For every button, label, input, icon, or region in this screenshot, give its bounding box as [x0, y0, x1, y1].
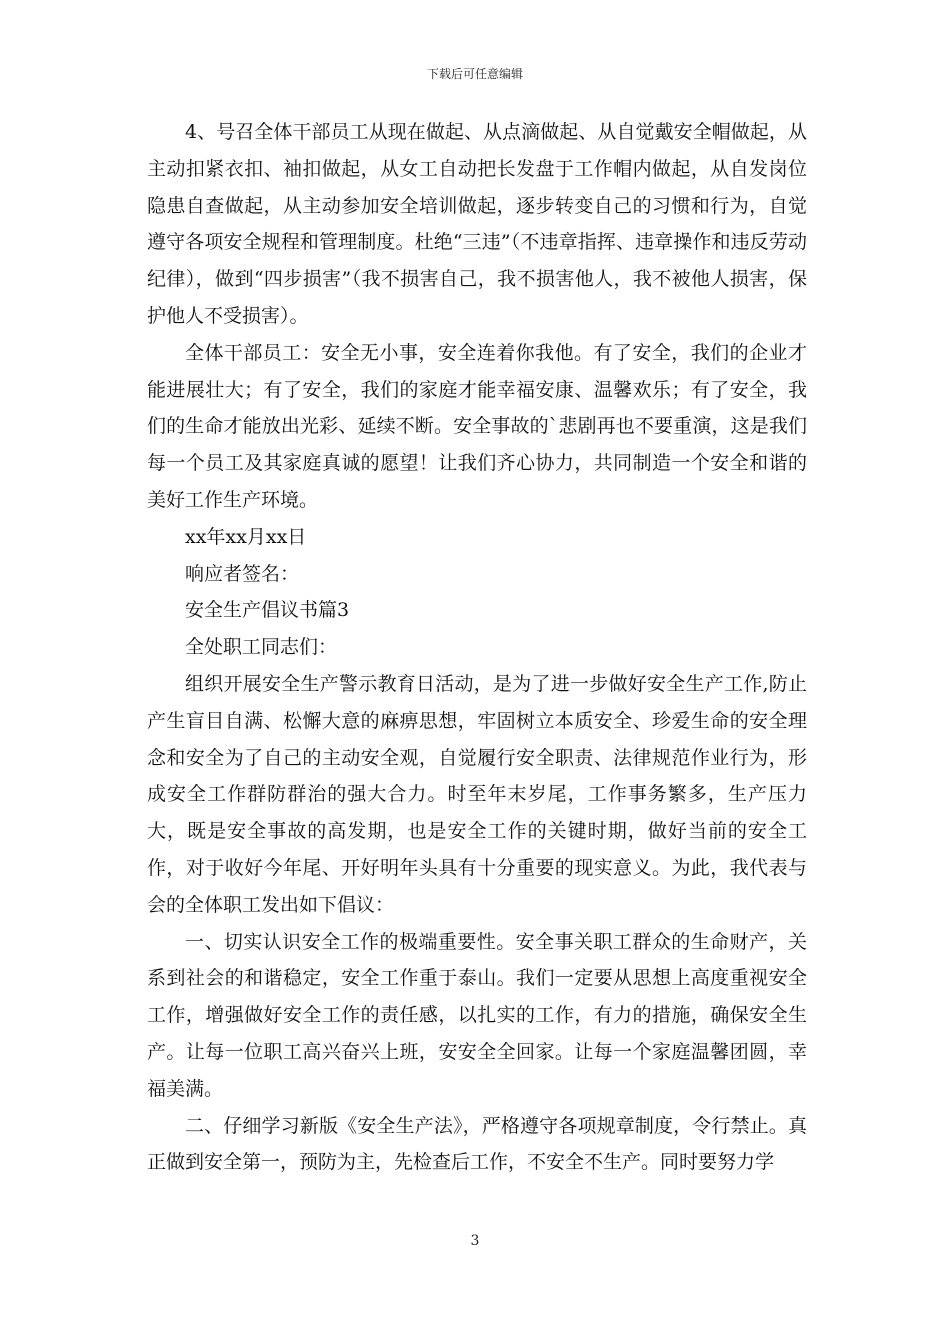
paragraph-item-1: 一、切实认识安全工作的极端重要性。安全事关职工群众的生命财产，关系到社会的和谐稳定，安全工作重于泰山。我们一定要从思想上高度重视安全工作，增强做好安全工作的责任感，以扎实的工作，有力的措施，确保安全生产。让每一位职工高兴奋兴上班，安安全全回家。让每一个家庭温馨团圆，幸福美满。	[147, 930, 807, 1100]
salutation: 全处职工同志们：	[185, 636, 338, 659]
page-number: 3	[470, 1233, 480, 1249]
paragraph-safety-pledge-item-4: 4、号召全体干部员工从现在做起、从点滴做起、从自觉戴安全帽做起，从主动扣紧衣扣、袖扣做起，从女工自动把长发盘于工作帽内做起，从自发岗位隐患自查做起，从主动参加安全培训做起，逐步转变自己的习惯和行为，自觉遵守各项安全规程和管理制度。杜绝“三违”（不违章指挥、违章操作和违反劳动纪律），做到“四步损害”（我不损害自己，我不损害他人，我不被他人损害，保护他人不受损害）。	[147, 121, 807, 327]
signature-line: 响应者签名：	[185, 562, 300, 585]
date-line: xx年xx月xx日	[185, 525, 307, 548]
paragraph-item-2: 二、仔细学习新版《安全生产法》，严格遵守各项规章制度，令行禁止。真正做到安全第一，预防为主，先检查后工作，不安全不生产。同时要努力学	[147, 1114, 807, 1174]
section-title: 安全生产倡议书篇3	[185, 599, 350, 622]
document-body	[147, 114, 807, 1181]
paragraph-all-staff-appeal: 全体干部员工：安全无小事，安全连着你我他。有了安全，我们的企业才能进展壮大；有了安全，我们的家庭才能幸福安康、温馨欢乐；有了安全，我们的生命才能放出光彩、延续不断。安全事故的`悲剧再也不要重演，这是我们每一个员工及其家庭真诚的愿望！让我们齐心协力，共同制造一个安全和谐的美好工作生产环境。	[147, 341, 807, 511]
page-header: 下载后可任意编辑	[426, 67, 523, 81]
paragraph-introduction: 组织开展安全生产警示教育日活动，是为了进一步做好安全生产工作,防止产生盲目自满、松懈大意的麻痹思想，牢固树立本质安全、珍爱生命的安全理念和安全为了自己的主动安全观，自觉履行安全职责、法律规范作业行为，形成安全工作群防群治的强大合力。时至年末岁尾，工作事务繁多，生产压力大，既是安全事故的高发期，也是安全工作的关键时期，做好当前的安全工作，对于收好今年尾、开好明年头具有十分重要的现实意义。为此，我代表与会的全体职工发出如下倡议：	[147, 672, 807, 916]
